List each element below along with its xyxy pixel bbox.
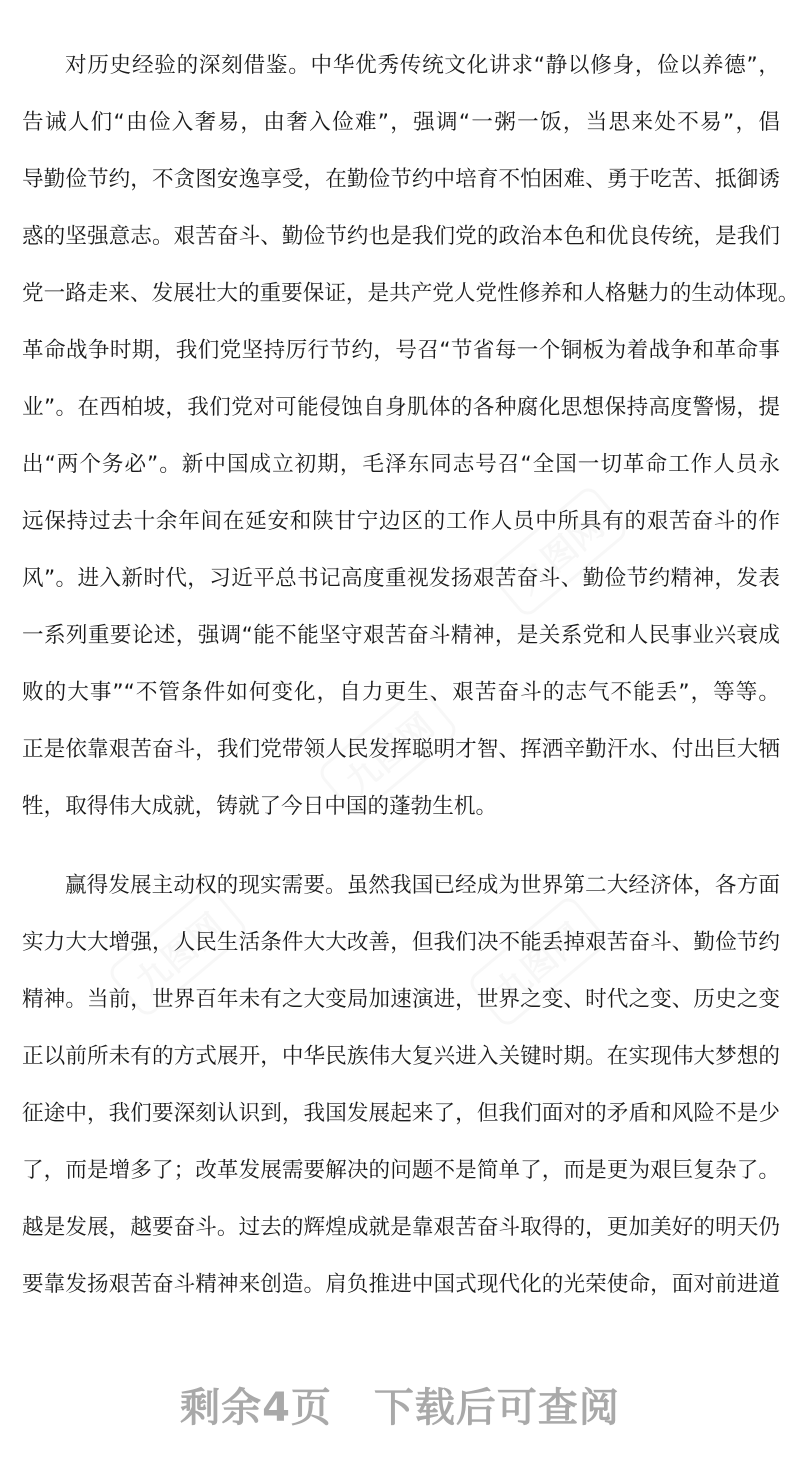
download-to-view-label: 下载后可查阅	[373, 1385, 620, 1431]
text-line: 远保持过去十余年间在延安和陕甘宁边区的工作人员中所具有的艰苦奋斗的作	[22, 509, 780, 534]
text-line: 了，而是增多了；改革发展需要解决的问题不是简单了，而是更为艰巨复杂了。	[22, 1158, 780, 1183]
text-line: 革命战争时期，我们党坚持厉行节约，号召“节省每一个铜板为着战争和革命事	[22, 338, 780, 363]
text-line: 惑的坚强意志。艰苦奋斗、勤俭节约也是我们党的政治本色和优良传统，是我们	[22, 224, 780, 249]
text-line: 败的大事”“不管条件如何变化，自力更生、艰苦奋斗的志气不能丢”，等等。	[22, 680, 780, 705]
text-line: 赢得发展主动权的现实需要。虽然我国已经成为世界第二大经济体，各方面	[65, 873, 780, 898]
text-line: 风”。进入新时代，习近平总书记高度重视发扬艰苦奋斗、勤俭节约精神，发表	[22, 566, 780, 591]
text-line: 业”。在西柏坡，我们党对可能侵蚀自身肌体的各种腐化思想保持高度警惕，提	[22, 395, 780, 420]
text-line: 要靠发扬艰苦奋斗精神来创造。肩负推进中国式现代化的光荣使命，面对前进道	[22, 1272, 780, 1297]
text-line: 党一路走来、发展壮大的重要保证，是共产党人党性修养和人格魅力的生动体现。	[22, 281, 800, 306]
watermark: 九图网	[466, 894, 611, 1030]
watermark: 九图网	[106, 884, 251, 1020]
text-line: 正是依靠艰苦奋斗，我们党带领人民发挥聪明才智、挥洒辛勤汗水、付出巨大牺	[22, 737, 780, 762]
text-line: 导勤俭节约，不贪图安逸享受，在勤俭节约中培育不怕困难、勇于吃苦、抵御诱	[22, 167, 780, 192]
download-prompt-banner[interactable]	[0, 1378, 800, 1438]
text-line: 出“两个务必”。新中国成立初期，毛泽东同志号召“全国一切革命工作人员永	[22, 452, 780, 477]
text-line: 牲，取得伟大成就，铸就了今日中国的蓬勃生机。	[22, 794, 498, 819]
text-line: 一系列重要论述，强调“能不能坚守艰苦奋斗精神，是关系党和人民事业兴衰成	[22, 623, 780, 648]
text-line: 实力大大增强，人民生活条件大大改善，但我们决不能丢掉艰苦奋斗、勤俭节约	[22, 930, 780, 955]
text-line: 对历史经验的深刻借鉴。中华优秀传统文化讲求“静以修身，俭以养德”，	[65, 53, 780, 78]
text-line: 精神。当前，世界百年未有之大变局加速演进，世界之变、时代之变、历史之变	[22, 987, 780, 1012]
text-line: 征途中，我们要深刻认识到，我国发展起来了，但我们面对的矛盾和风险不是少	[22, 1101, 780, 1126]
text-line: 越是发展，越要奋斗。过去的辉煌成就是靠艰苦奋斗取得的，更加美好的明天仍	[22, 1215, 780, 1240]
watermark: 九图网	[486, 484, 631, 620]
watermark: 九图网	[316, 684, 461, 820]
text-line: 告诫人们“由俭入奢易，由奢入俭难”，强调“一粥一饭，当思来处不易”，倡	[22, 110, 780, 135]
text-line: 正以前所未有的方式展开，中华民族伟大复兴进入关键时期。在实现伟大梦想的	[22, 1044, 780, 1069]
remaining-pages-label: 剩余4页	[180, 1385, 332, 1431]
